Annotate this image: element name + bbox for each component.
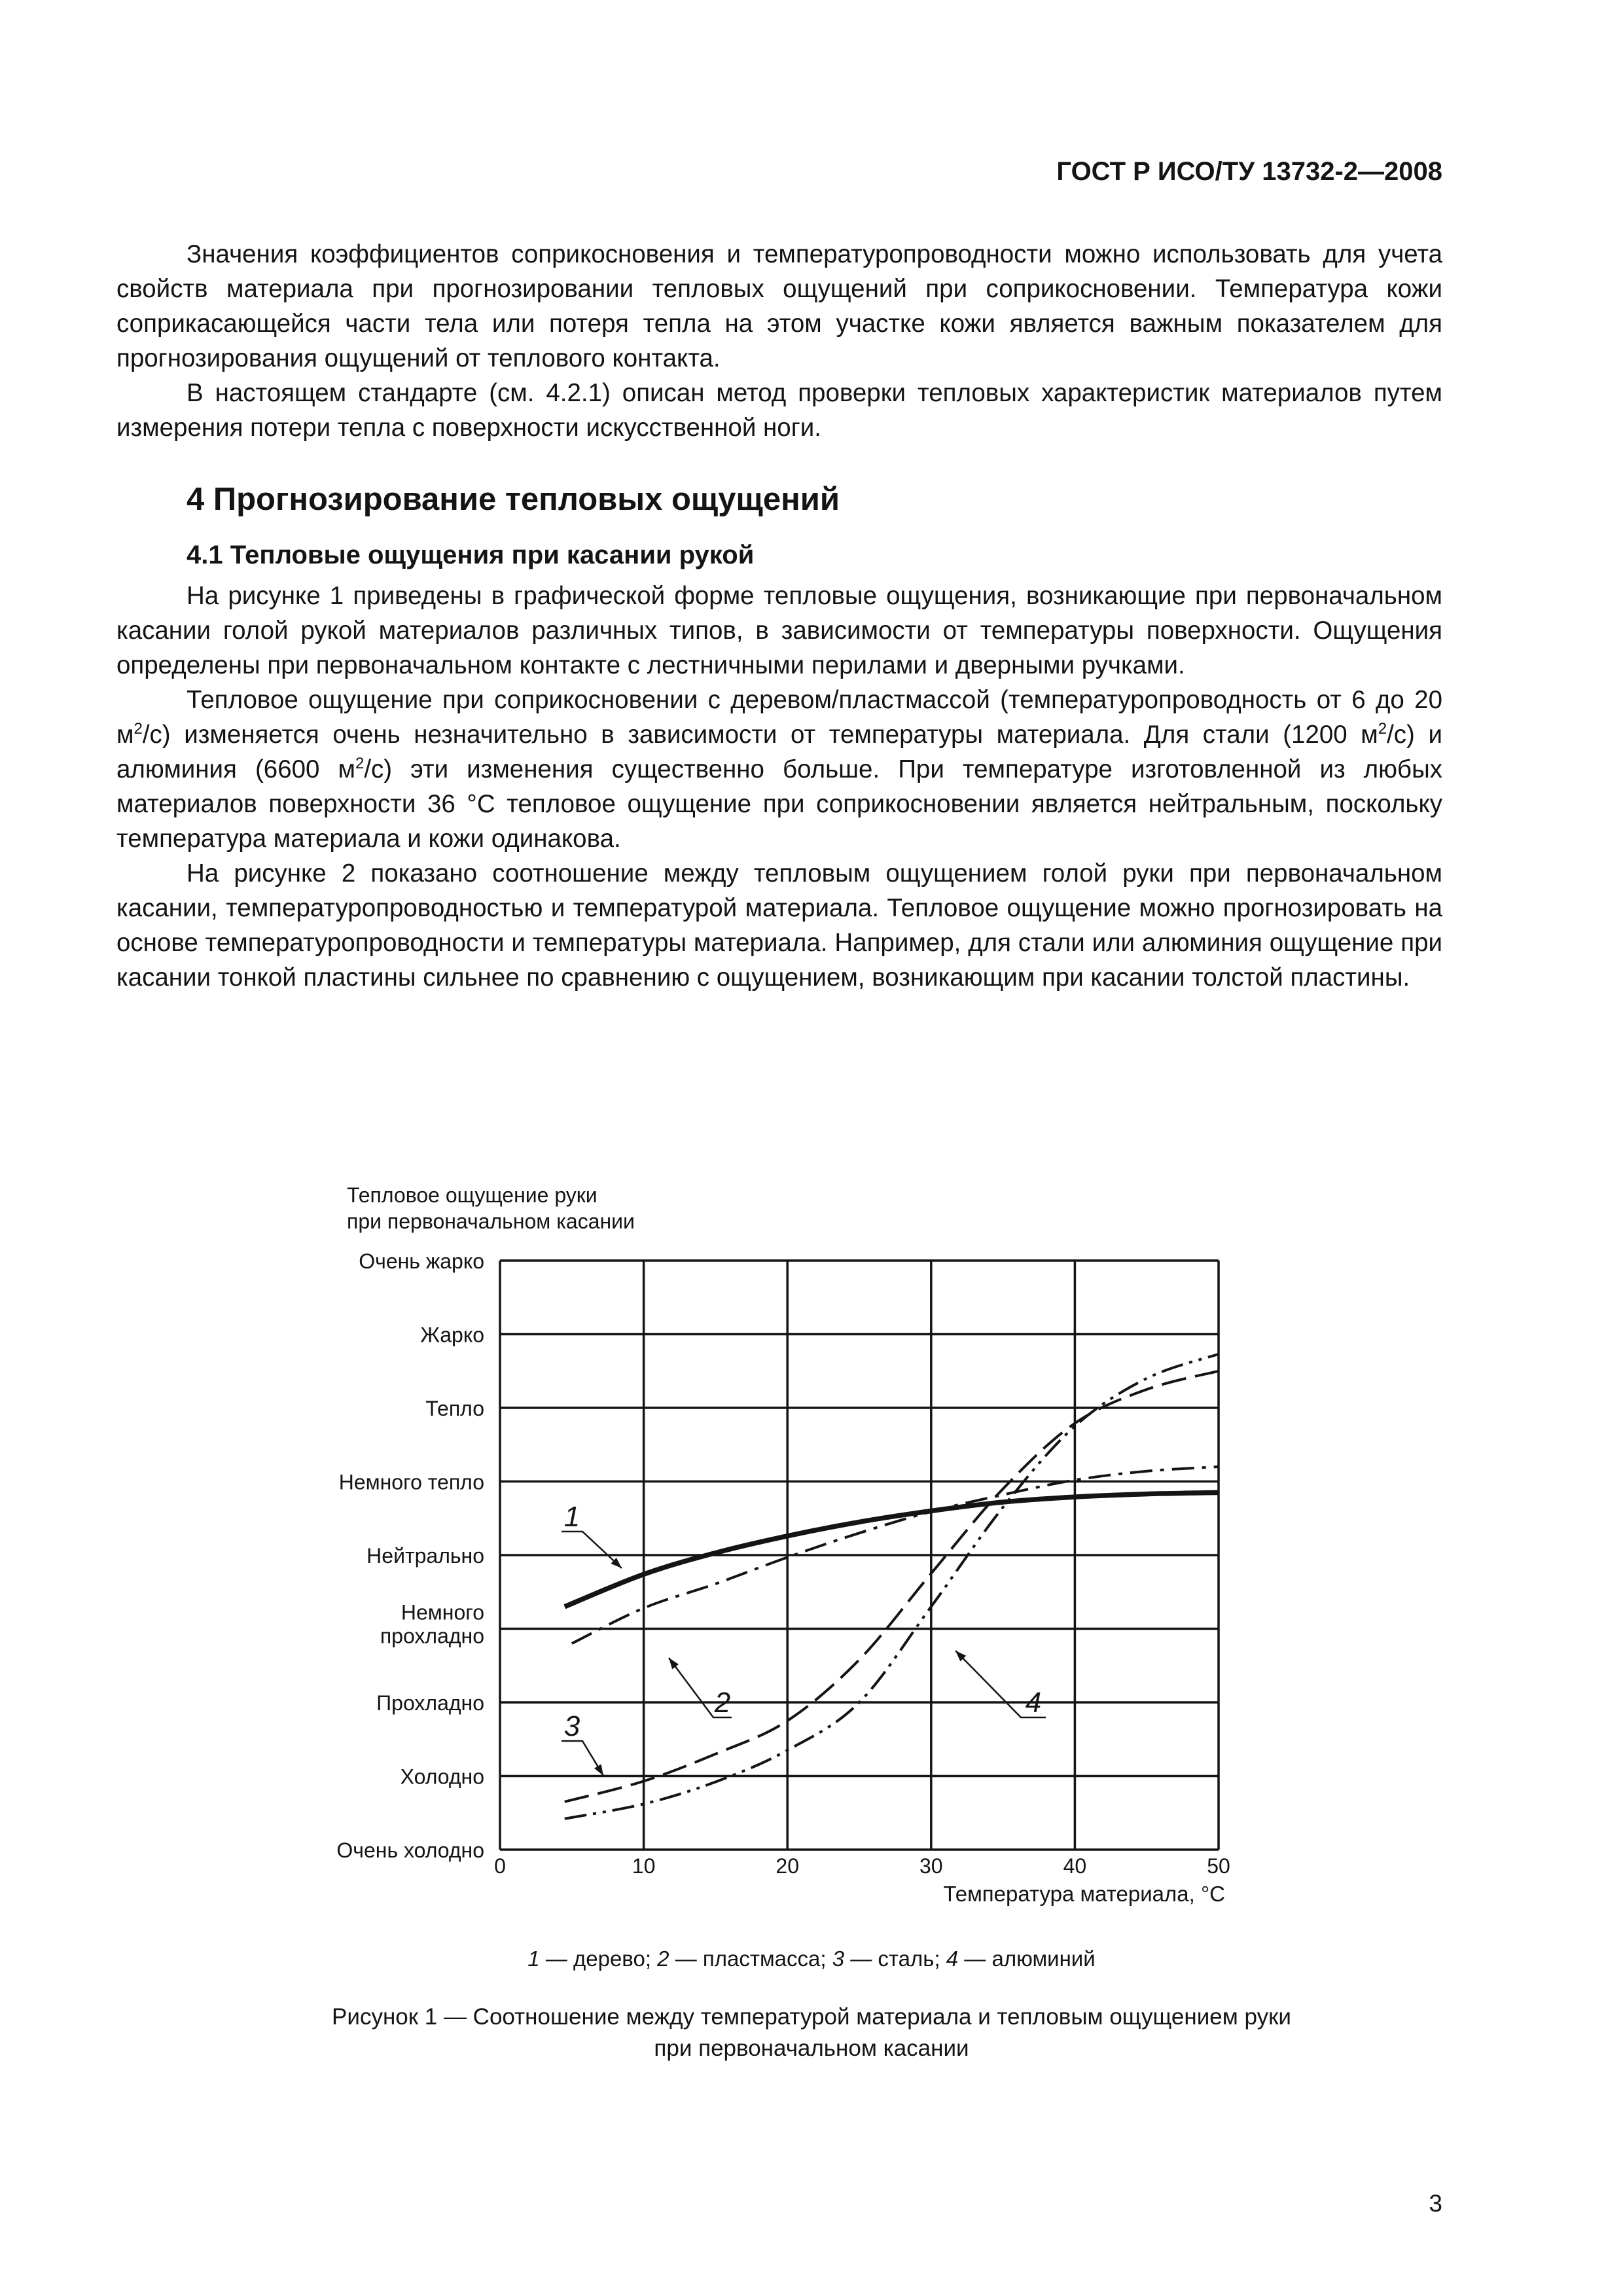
figure-legend: [0, 1946, 1623, 1971]
superscript: 2: [134, 720, 143, 738]
x-tick-label: 50: [1207, 1854, 1230, 1878]
section-text: [116, 579, 1442, 995]
y-tick-label: Тепло: [425, 1397, 484, 1420]
section-heading: 4 Прогнозирование тепловых ощущений: [187, 482, 840, 517]
legend-num: 4: [946, 1946, 959, 1971]
curve-4: [565, 1354, 1219, 1819]
curve-1: [565, 1492, 1219, 1606]
y-tick-label: Немного: [401, 1600, 484, 1624]
figure-1-chart: [0, 1165, 1623, 1924]
legend-text: — сталь;: [844, 1946, 946, 1971]
legend-num: 2: [657, 1946, 669, 1971]
legend-text: — алюминий: [958, 1946, 1096, 1971]
chart-curves: [565, 1354, 1219, 1819]
y-tick-label: Прохладно: [376, 1691, 484, 1715]
superscript: 2: [1378, 720, 1387, 738]
subsection-heading: 4.1 Тепловые ощущения при касании рукой: [187, 541, 755, 569]
curve-label: 4: [1025, 1687, 1042, 1719]
curve-label: 2: [714, 1687, 731, 1719]
legend-num: 3: [832, 1946, 845, 1971]
x-tick-label: 40: [1063, 1854, 1087, 1878]
x-tick-label: 30: [919, 1854, 943, 1878]
y-tick-label: Очень холодно: [336, 1839, 484, 1862]
text-run: /с) эти изменения существенно больше. При температуре изготовленной из любых материалов поверхности 36 °С тепловое ощущение при соприкосновении является нейтральным, поскольку температура материала и кожи одинакова.: [116, 755, 1442, 853]
curve-3: [565, 1371, 1219, 1802]
y-axis-title-line1: Тепловое ощущение руки: [347, 1183, 597, 1207]
y-tick-label: прохладно: [380, 1624, 484, 1648]
leader-arrow: [594, 1764, 603, 1776]
x-tick-label: 0: [494, 1854, 506, 1878]
leader-arrow: [669, 1658, 679, 1669]
y-axis-title-line2: при первоначальном касании: [347, 1210, 635, 1233]
text-run: /с) и алюминия (6600 м: [116, 721, 1442, 783]
x-axis-labels: [494, 1854, 1230, 1878]
caption-line: Рисунок 1 — Соотношение между температурой материала и тепловым ощущением руки: [332, 2004, 1291, 2030]
caption-line: при первоначальном касании: [654, 2036, 969, 2061]
y-tick-label: Очень жарко: [359, 1249, 484, 1273]
curve-leaders: [562, 1501, 1046, 1776]
paragraph: Значения коэффициентов соприкосновения и температуропроводности можно использовать для учета свойств материала при прогнозировании тепловых ощущений при соприкосновении. Температура кожи соприкасающейся части тела или потеря тепла на этом участке кожи является важным показателем для прогнозирования ощущений от теплового контакта.: [116, 240, 1442, 372]
legend-num: 1: [527, 1946, 540, 1971]
y-tick-label: Немного тепло: [338, 1470, 484, 1494]
text-run: Тепловое ощущение при соприкосновении с деревом/пластмассой (температуропроводность от 6 до 20 м: [116, 686, 1442, 749]
y-tick-label: Жарко: [420, 1323, 484, 1347]
x-tick-label: 10: [632, 1854, 656, 1878]
curve-label: 1: [563, 1501, 580, 1533]
figure-caption: [0, 2001, 1623, 2064]
paragraph: На рисунке 2 показано соотношение между тепловым ощущением голой руки при первоначальном касании, температуропроводностью и температурой материала. Тепловое ощущение можно прогнозировать на основе температуропроводности и температуры материала. Например, для стали или алюминия ощущение при касании тонкой пластины сильнее по сравнению с ощущением, возникающим при касании толстой пластины.: [116, 859, 1442, 992]
document-header: ГОСТ Р ИСО/ТУ 13732-2—2008: [1056, 157, 1442, 186]
legend-text: — пластмасса;: [669, 1946, 832, 1971]
x-axis-title: Температура материала, °С: [943, 1882, 1225, 1906]
curve-label: 3: [563, 1710, 580, 1742]
text-run: /с) изменяется очень незначительно в зависимости от температуры материала. Для стали (1200 м: [142, 721, 1378, 749]
x-tick-label: 20: [776, 1854, 799, 1878]
y-axis-labels: [336, 1249, 484, 1862]
y-tick-label: Нейтрально: [366, 1544, 484, 1568]
intro-text: [116, 237, 1442, 445]
superscript: 2: [355, 755, 365, 773]
paragraph: В настоящем стандарте (см. 4.2.1) описан метод проверки тепловых характеристик материалов путем измерения потери тепла с поверхности искусственной ноги.: [116, 379, 1442, 442]
legend-text: — дерево;: [539, 1946, 658, 1971]
paragraph: [116, 683, 1442, 856]
paragraph: На рисунке 1 приведены в графической форме тепловые ощущения, возникающие при первоначальном касании голой рукой материалов различных типов, в зависимости от температуры поверхности. Ощущения определены при первоначальном контакте с лестничными перилами и дверными ручками.: [116, 582, 1442, 679]
page-number: 3: [1429, 2190, 1442, 2217]
y-tick-label: Холодно: [400, 1765, 484, 1789]
